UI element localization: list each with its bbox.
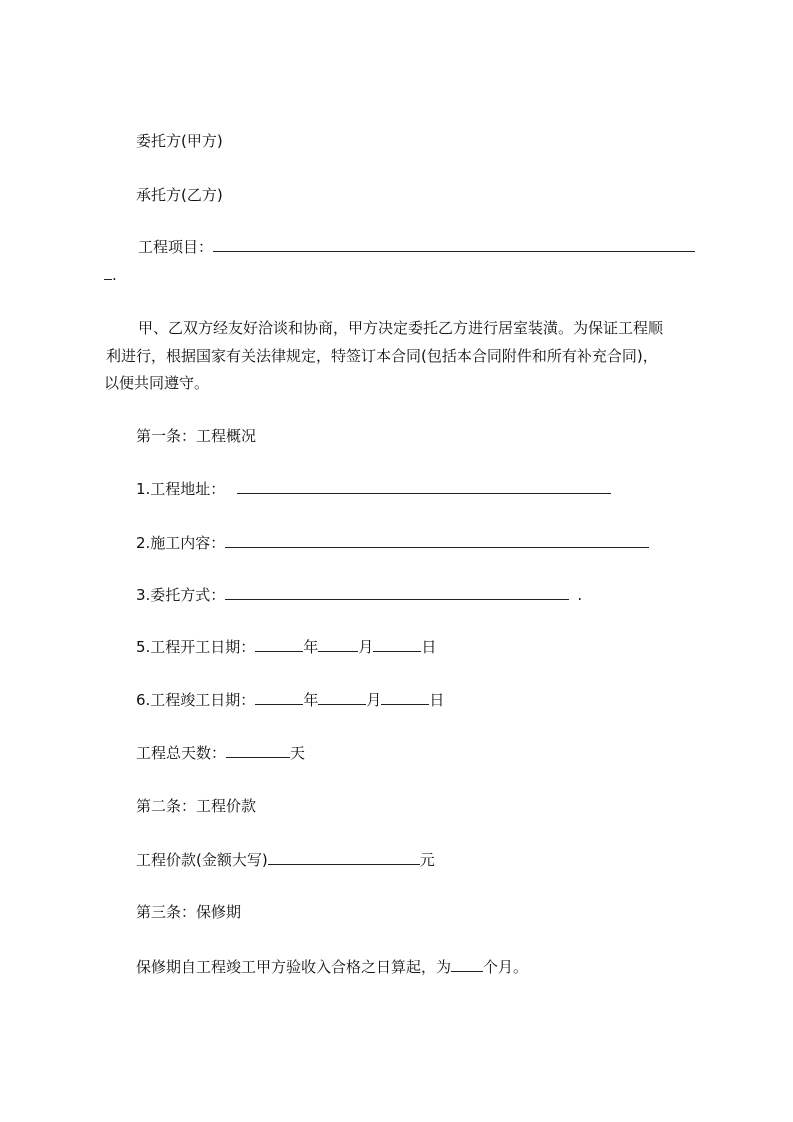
address-blank <box>237 479 611 494</box>
start-year-unit: 年 <box>303 638 319 656</box>
article-3-heading <box>136 902 241 922</box>
start-year-blank <box>255 637 303 652</box>
article-1-heading <box>136 426 256 446</box>
start-month-blank <box>318 637 358 652</box>
end-day-blank <box>381 690 429 705</box>
end-month-unit: 月 <box>366 691 382 709</box>
price-blank <box>268 850 420 865</box>
start-month-unit: 月 <box>358 638 374 656</box>
price-unit: 元 <box>419 851 435 869</box>
total-days-unit: 天 <box>290 744 306 762</box>
client-party-label: 委托方(甲方) <box>136 132 223 150</box>
address-label: 1.工程地址： <box>136 480 226 498</box>
intro-text-2: 利进行，根据国家有关法律规定，特签订本合同(包括本合同附件和所有补充合同)， <box>106 347 658 365</box>
project-tail: . <box>112 266 117 284</box>
warranty-months-blank <box>451 957 483 972</box>
total-days-label: 工程总天数： <box>136 744 227 762</box>
project-blank-continued <box>104 265 112 280</box>
start-date-line <box>136 637 436 657</box>
warranty-text-before: 保修期自工程竣工甲方验收入合格之日算起，为 <box>136 958 452 976</box>
client-party-line <box>136 131 223 151</box>
end-date-label: 6.工程竣工日期： <box>136 691 256 709</box>
content-label: 2.施工内容： <box>136 534 226 552</box>
article-1-title: 第一条：工程概况 <box>136 427 257 445</box>
price-label: 工程价款(金额大写) <box>136 851 268 869</box>
intro-line-1 <box>138 318 663 338</box>
content-line <box>136 533 649 553</box>
end-year-unit: 年 <box>303 691 319 709</box>
article-2-title: 第二条：工程价款 <box>136 797 257 815</box>
content-blank <box>225 533 649 548</box>
end-date-line <box>136 690 444 710</box>
intro-text-3: 以便共同遵守。 <box>104 374 210 392</box>
project-line-wrap <box>104 265 117 285</box>
article-2-heading <box>136 796 256 816</box>
end-month-blank <box>318 690 366 705</box>
warranty-text-after: 个月。 <box>483 958 529 976</box>
project-blank <box>213 237 695 252</box>
total-days-blank <box>226 743 290 758</box>
method-tail: . <box>577 586 583 604</box>
total-days-line <box>136 743 305 763</box>
warranty-line <box>136 957 528 977</box>
intro-line-3 <box>104 373 209 393</box>
contractor-party-label: 承托方(乙方) <box>136 186 223 204</box>
start-day-blank <box>373 637 421 652</box>
start-date-label: 5.工程开工日期： <box>136 638 256 656</box>
intro-text-1: 甲、乙双方经友好洽谈和协商，甲方决定委托乙方进行居室装潢。为保证工程顺 <box>138 319 664 337</box>
method-label: 3.委托方式： <box>136 586 226 604</box>
end-day-unit: 日 <box>429 691 445 709</box>
address-line <box>136 479 611 499</box>
contractor-party-line <box>136 185 223 205</box>
start-day-unit: 日 <box>421 638 437 656</box>
method-blank <box>225 585 569 600</box>
price-line <box>136 850 435 870</box>
article-3-title: 第三条：保修期 <box>136 903 242 921</box>
method-line <box>136 585 582 605</box>
intro-line-2 <box>106 346 658 366</box>
project-label: 工程项目： <box>138 238 214 256</box>
project-line <box>138 237 695 257</box>
end-year-blank <box>255 690 303 705</box>
